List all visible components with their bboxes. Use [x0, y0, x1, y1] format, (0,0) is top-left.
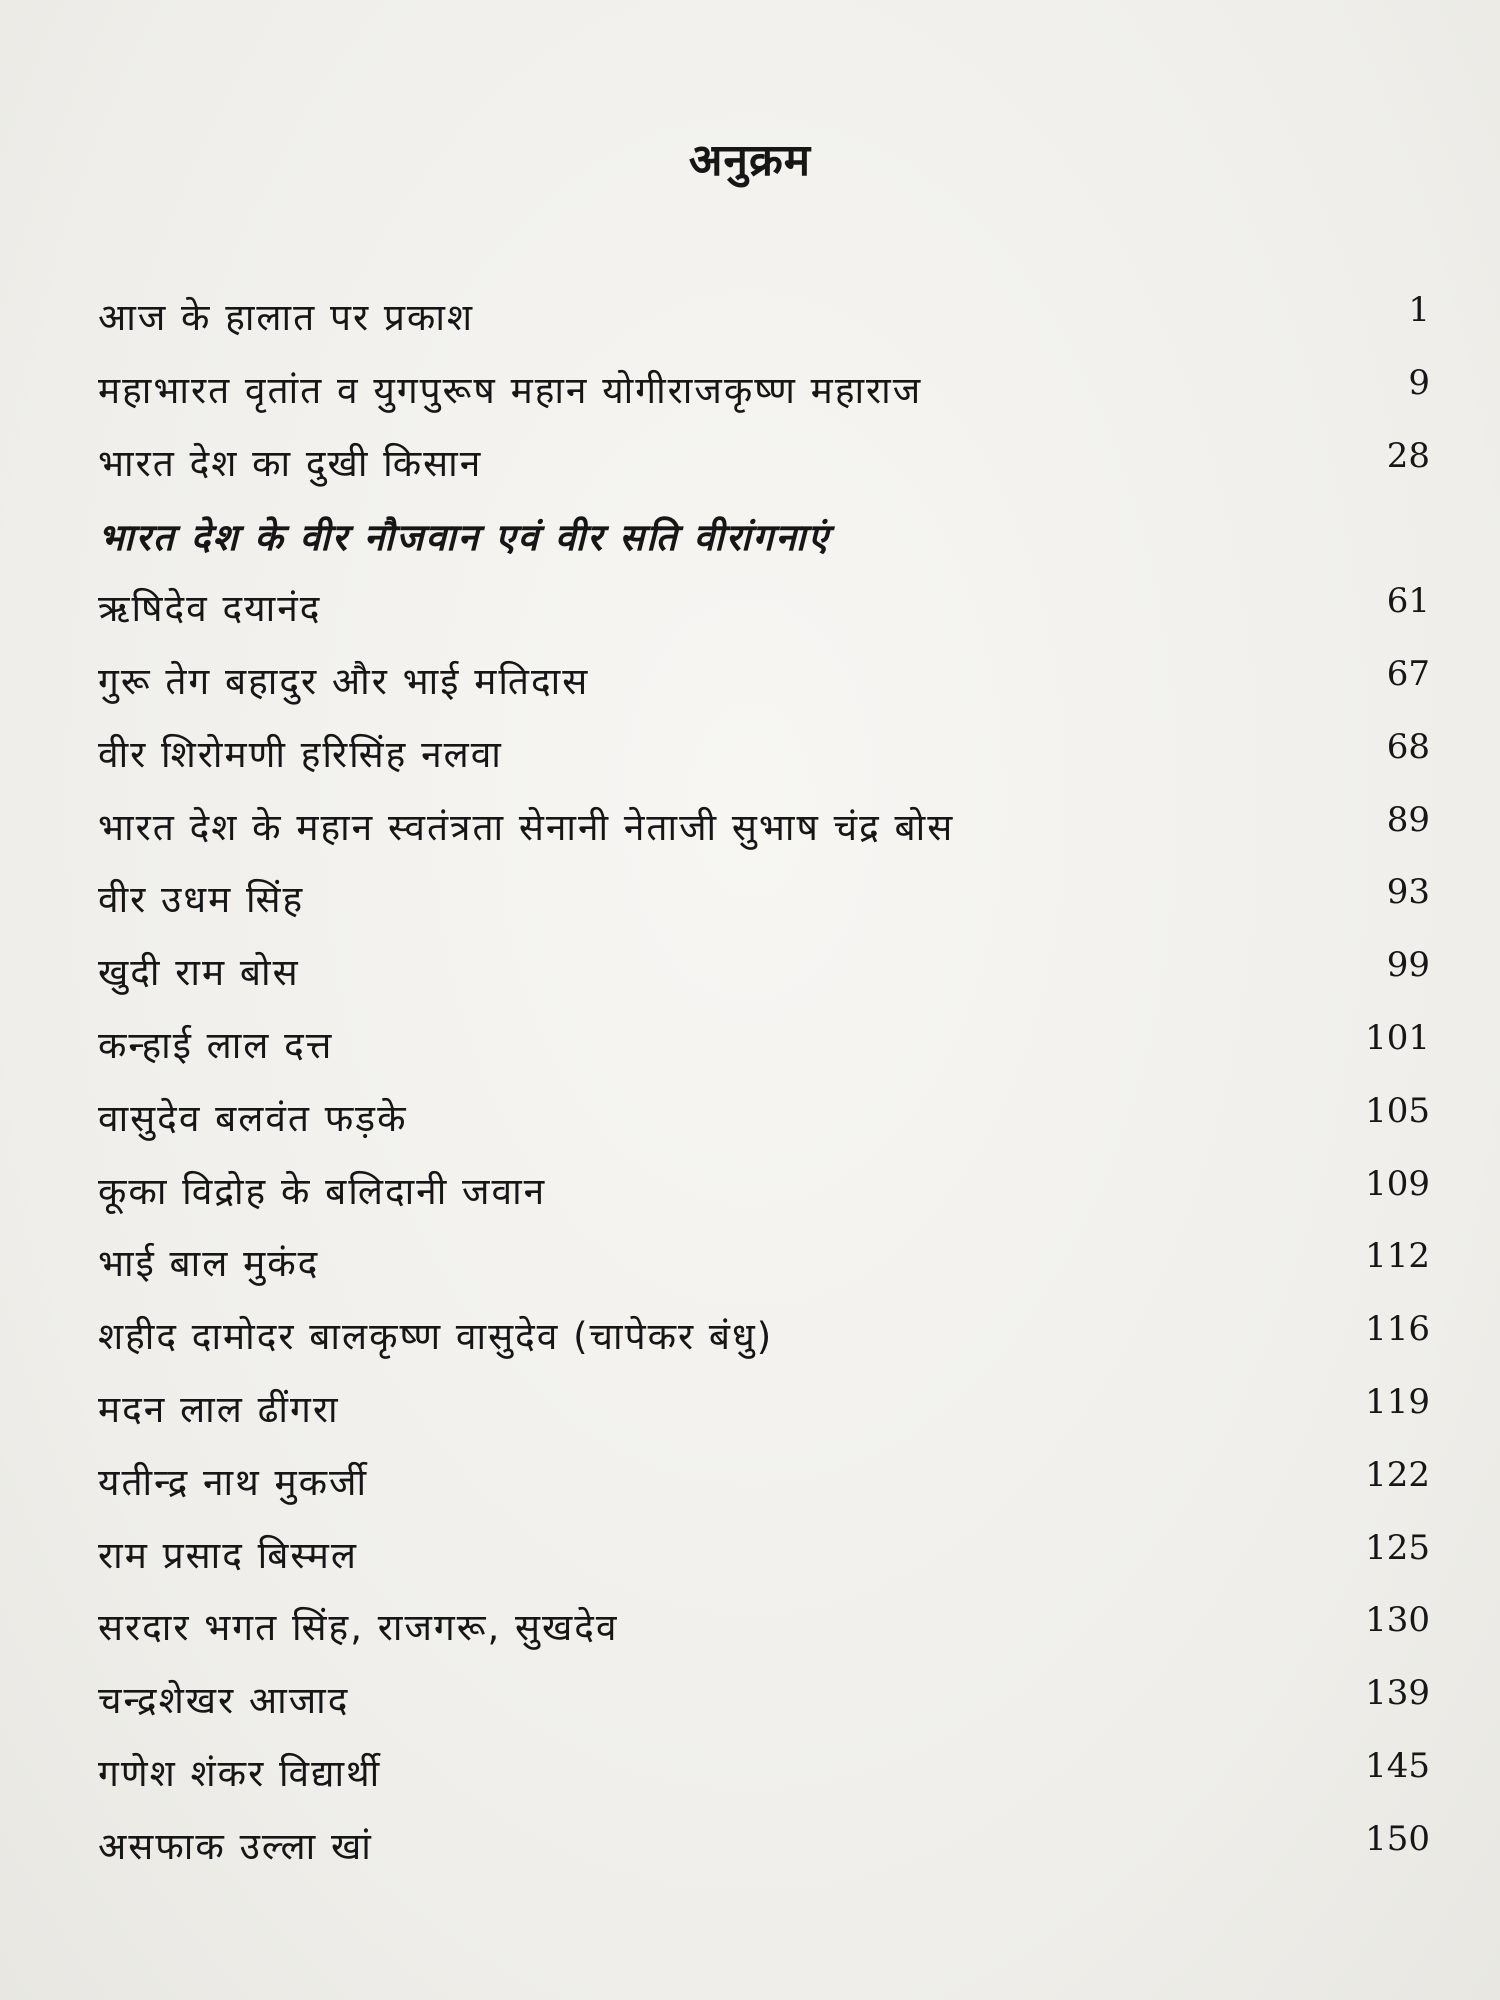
toc-entry-page: 130 [1365, 1600, 1430, 1641]
toc-entry [90, 1376, 1430, 1449]
toc-entry [90, 284, 1430, 357]
toc-section-heading [90, 502, 1430, 575]
toc-entry-title: वीर उधम सिंह [98, 878, 305, 922]
toc-entry-title: कन्हाई लाल दत्त [98, 1023, 334, 1067]
toc-entry-title: ऋषिदेव दयानंद [98, 587, 322, 631]
toc-entry [90, 1303, 1430, 1376]
toc-entry-title: भारत देश के महान स्वतंत्रता सेनानी नेताजी सुभाष चंद्र बोस [98, 805, 955, 849]
toc-entry [90, 430, 1430, 503]
toc-entry [90, 721, 1430, 794]
toc-entry [90, 1012, 1430, 1085]
toc-entry-title: सरदार भगत सिंह, राजगरू, सुखदेव [98, 1606, 619, 1650]
toc-entry-title: वासुदेव बलवंत फड़के [98, 1096, 408, 1140]
toc-entry [90, 794, 1430, 867]
toc-entry [90, 1522, 1430, 1595]
toc-entry-page: 109 [1365, 1163, 1430, 1204]
toc-entry [90, 1667, 1430, 1740]
toc-entry [90, 939, 1430, 1012]
toc-entry-page: 125 [1365, 1527, 1430, 1568]
toc-entry [90, 1594, 1430, 1667]
toc-entry-page: 28 [1386, 435, 1430, 476]
toc-entry [90, 648, 1430, 721]
toc-entry-page: 67 [1386, 653, 1430, 694]
toc-entry-page: 101 [1365, 1017, 1430, 1058]
toc-entry-title: वीर शिरोमणी हरिसिंह नलवा [98, 732, 503, 776]
toc-entry [90, 1085, 1430, 1158]
toc-entry-page: 68 [1386, 726, 1430, 767]
page-title: अनुक्रम [688, 135, 812, 186]
toc-entry-page: 116 [1365, 1309, 1430, 1350]
toc-entry [90, 1449, 1430, 1522]
toc-entry [90, 1158, 1430, 1231]
toc-entry-title: आज के हालात पर प्रकाश [98, 296, 475, 339]
toc-entry-page: 1 [1408, 290, 1430, 330]
toc-entry-title: मदन लाल ढींगरा [98, 1387, 340, 1431]
toc-entry-page: 119 [1365, 1381, 1430, 1422]
toc-entry-title: यतीन्द्र नाथ मुकर्जी [98, 1460, 369, 1504]
toc-entry-title: शहीद दामोदर बालकृष्ण वासुदेव (चापेकर बंधु) [98, 1315, 774, 1359]
toc-entry-page: 93 [1386, 872, 1430, 913]
toc-entry-title: गुरू तेग बहादुर और भाई मतिदास [98, 659, 590, 703]
toc-entry-title: गणेश शंकर विद्यार्थी [98, 1751, 382, 1795]
toc-entry-page: 99 [1386, 945, 1430, 986]
toc-entry-page: 139 [1365, 1673, 1430, 1714]
toc-entry-title: महाभारत वृतांत व युगपुरूष महान योगीराजकृष्ण महाराज [98, 368, 923, 412]
toc-entry-title: असफाक उल्ला खां [98, 1824, 373, 1868]
toc-entry-title: कूका विद्रोह के बलिदानी जवान [98, 1169, 547, 1213]
toc-entry [90, 1230, 1430, 1303]
toc-entry-title: राम प्रसाद बिस्मल [98, 1533, 358, 1577]
toc-entry-title: चन्द्रशेखर आजाद [98, 1679, 350, 1723]
toc-entry-page: 122 [1365, 1454, 1430, 1495]
toc-entry-title: भाई बाल मुकंद [98, 1242, 320, 1286]
toc-entry-title: खुदी राम बोस [98, 951, 300, 995]
toc-entry [90, 357, 1430, 430]
toc-entry [90, 866, 1430, 939]
toc-entry-title: भारत देश का दुखी किसान [98, 441, 483, 485]
toc-entry-page: 89 [1386, 799, 1430, 840]
toc-entry-page: 9 [1408, 362, 1430, 403]
toc-entry [90, 1813, 1430, 1886]
toc-entry-page: 61 [1386, 581, 1430, 622]
section-heading-title: भारत देश के वीर नौजवान एवं वीर सति वीरांगनाएं [98, 516, 830, 560]
toc-entry [90, 575, 1430, 648]
toc-entry [90, 1740, 1430, 1813]
table-of-contents [90, 284, 1430, 1886]
toc-entry-page: 150 [1365, 1818, 1430, 1859]
toc-entry-page: 112 [1365, 1236, 1430, 1277]
toc-entry-page: 145 [1365, 1745, 1430, 1786]
toc-entry-page: 105 [1365, 1090, 1430, 1131]
